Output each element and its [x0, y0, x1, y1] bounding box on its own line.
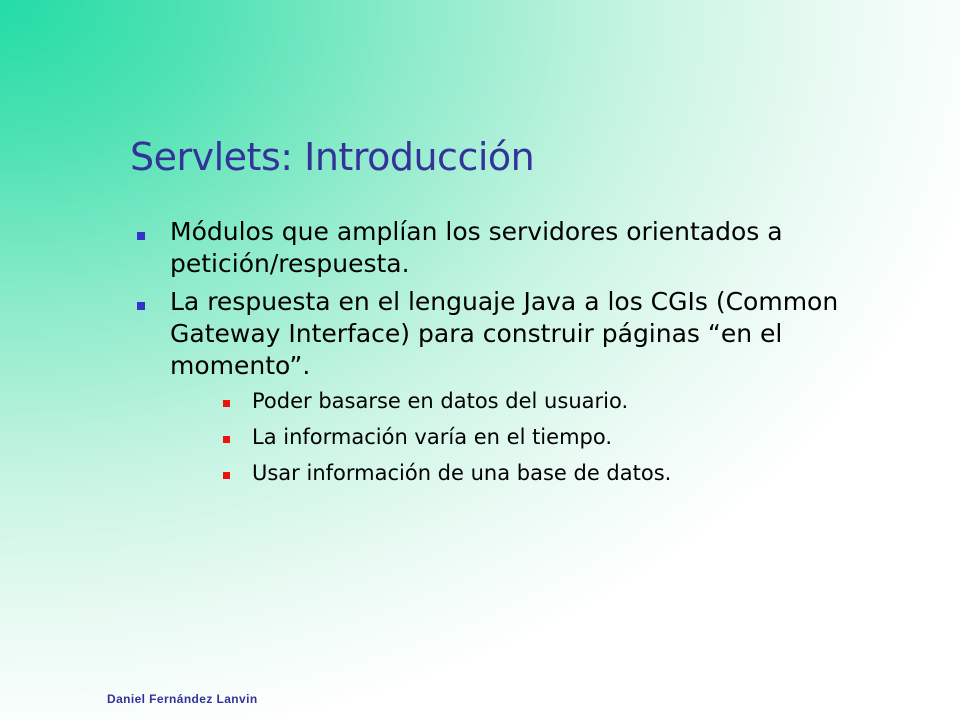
- author-footer: Daniel Fernández Lanvin: [107, 692, 258, 706]
- sub-bullet-text: Poder basarse en datos del usuario.: [252, 389, 629, 413]
- sub-bullet-item: [170, 458, 930, 488]
- sub-bullet-text: La información varía en el tiempo.: [252, 425, 613, 449]
- slide-title: Servlets: Introducción: [130, 135, 535, 179]
- sub-bullet-item: [170, 386, 930, 416]
- bullet-item: [130, 286, 930, 488]
- bullet-item: [130, 216, 930, 280]
- sub-bullet-text: Usar información de una base de datos.: [252, 461, 672, 485]
- sub-bullet-item: [170, 422, 930, 452]
- bullet-text: La respuesta en el lenguaje Java a los CGIs (Common Gateway Interface) para construir páginas “en el momento”.: [170, 287, 839, 380]
- square-bullet-icon: [137, 302, 145, 310]
- red-square-bullet-icon: [223, 400, 230, 407]
- bullet-list: [130, 216, 930, 494]
- sub-bullet-list: [170, 386, 930, 488]
- red-square-bullet-icon: [223, 472, 230, 479]
- bullet-text: Módulos que amplían los servidores orientados a petición/respuesta.: [170, 217, 783, 278]
- red-square-bullet-icon: [223, 436, 230, 443]
- square-bullet-icon: [137, 232, 145, 240]
